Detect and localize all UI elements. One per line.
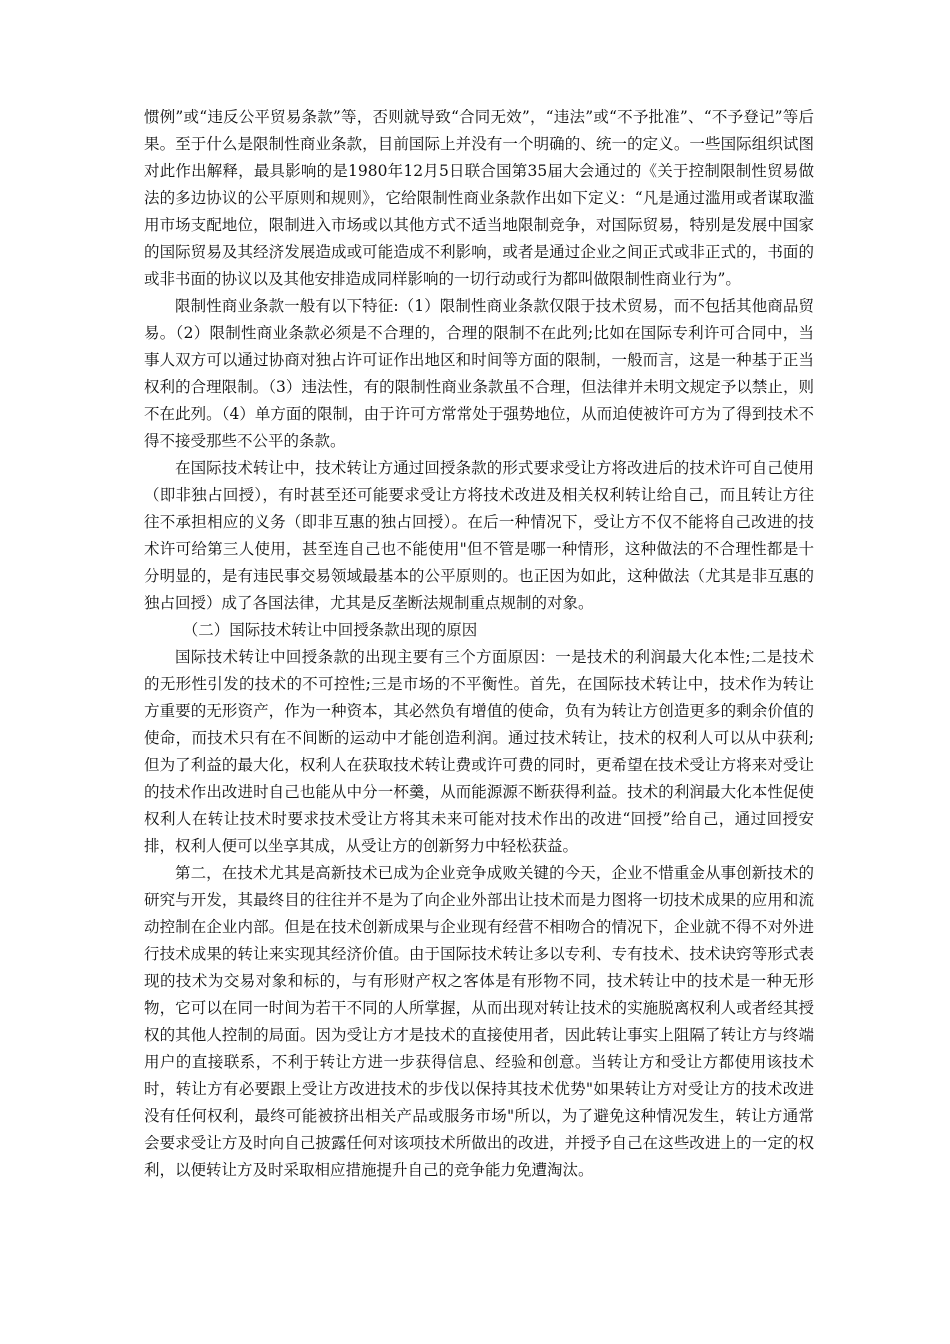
paragraph-grant-back-reasons: 国际技术转让中回授条款的出现主要有三个方面原因：一是技术的利润最大化本性;二是技术的无形性引发的技术的不可控性;三是市场的不平衡性。首先，在国际技术转让中，技术作为转让方重要的无形资产，作为一种资本，其必然负有增值的使命，负有为转让方创造更多的剩余价值的使命，而技术只有在不间断的运动中才能创造利润。通过技术转让，技术的权利人可以从中获利;但为了利益的最大化，权利人在获取技术转让费或许可费的同时，更希望在技术受让方将来对受让的技术作出改进时自己也能从中分一杯羹，从而能源源不断获得利益。技术的利润最大化本性促使权利人在转让技术时要求技术受让方将其未来可能对技术作出的改进“回授”给自己，通过回授安排，权利人便可以坐享其成，从受让方的创新努力中轻松获益。 <box>144 648 814 855</box>
paragraph-second-reason: 第二，在技术尤其是高新技术已成为企业竞争成败关键的今天，企业不惜重金从事创新技术的研究与开发，其最终目的往往并不是为了向企业外部出让技术而是力图将一切技术成果的应用和流动控制在企业内部。但是在技术创新成果与企业现有经营不相吻合的情况下，企业就不得不对外进行技术成果的转让来实现其经济价值。由于国际技术转让多以专利、专有技术、技术诀窍等形式表现的技术为交易对象和标的，与有形财产权之客体是有形物不同，技术转让中的技术是一种无形物，它可以在同一时间为若干不同的人所掌握，从而出现对转让技术的实施脱离权利人或者经其授权的其他人控制的局面。因为受让方才是技术的直接使用者，因此转让事实上阻隔了转让方与终端用户的直接联系，不利于转让方进一步获得信息、经验和创意。当转让方和受让方都使用该技术时，转让方有必要跟上受让方改进技术的步伐以保持其技术优势"如果转让方对受让方的技术改进没有任何权利，最终可能被挤出相关产品或服务市场"所以，为了避免这种情况发生，转让方通常会要求受让方及时向自己披露任何对该项技术所做出的改进，并授予自己在这些改进上的一定的权利，以便转让方及时采取相应措施提升自己的竞争能力免遭淘汰。 <box>144 864 814 1179</box>
paragraph-restrictive-clause-features: 限制性商业条款一般有以下特征:（1）限制性商业条款仅限于技术贸易，而不包括其他商品贸易。（2）限制性商业条款必须是不合理的，合理的限制不在此列;比如在国际专利许可合同中，当事人双方可以通过协商对独占许可证作出地区和时间等方面的限制，一般而言，这是一种基于正当权利的合理限制。（3）违法性，有的限制性商业条款虽不合理，但法律并未明文规定予以禁止，则不在此列。（4）单方面的限制，由于许可方常常处于强势地位，从而迫使被许可方为了得到技术不得不接受那些不公平的条款。 <box>144 297 814 450</box>
section-heading: （二）国际技术转让中回授条款出现的原因 <box>182 621 478 639</box>
paragraph-grant-back-practice: 在国际技术转让中，技术转让方通过回授条款的形式要求受让方将改进后的技术许可自己使用（即非独占回授），有时甚至还可能要求受让方将技术改进及相关权利转让给自己，而且转让方往往不承担相应的义务（即非互惠的独占回授）。在后一种情况下，受让方不仅不能将自己改进的技术许可给第三人使用，甚至连自己也不能使用"但不管是哪一种情形，这种做法的不合理性都是十分明显的，是有违民事交易领域最基本的公平原则的。也正因为如此，这种做法（尤其是非互惠的独占回授）成了各国法律，尤其是反垄断法规制重点规制的对象。 <box>144 459 814 612</box>
document-page <box>144 104 814 1184</box>
paragraph-restrictive-clause-definition: 惯例”或“违反公平贸易条款”等，否则就导致“合同无效”，“违法”或“不予批准”、“不予登记”等后果。至于什么是限制性商业条款，目前国际上并没有一个明确的、统一的定义。一些国际组织试图对此作出解释，最具影响的是1980年12月5日联合国第35届大会通过的《关于控制限制性贸易做法的多边协议的公平原则和规则》，它给限制性商业条款作出如下定义：“凡是通过滥用或者谋取滥用市场支配地位，限制进入市场或以其他方式不适当地限制竞争，对国际贸易，特别是发展中国家的国际贸易及其经济发展造成或可能造成不利影响，或者是通过企业之间正式或非正式的，书面的或非书面的协议以及其他安排造成同样影响的一切行动或行为都叫做限制性商业行为”。 <box>144 108 814 288</box>
